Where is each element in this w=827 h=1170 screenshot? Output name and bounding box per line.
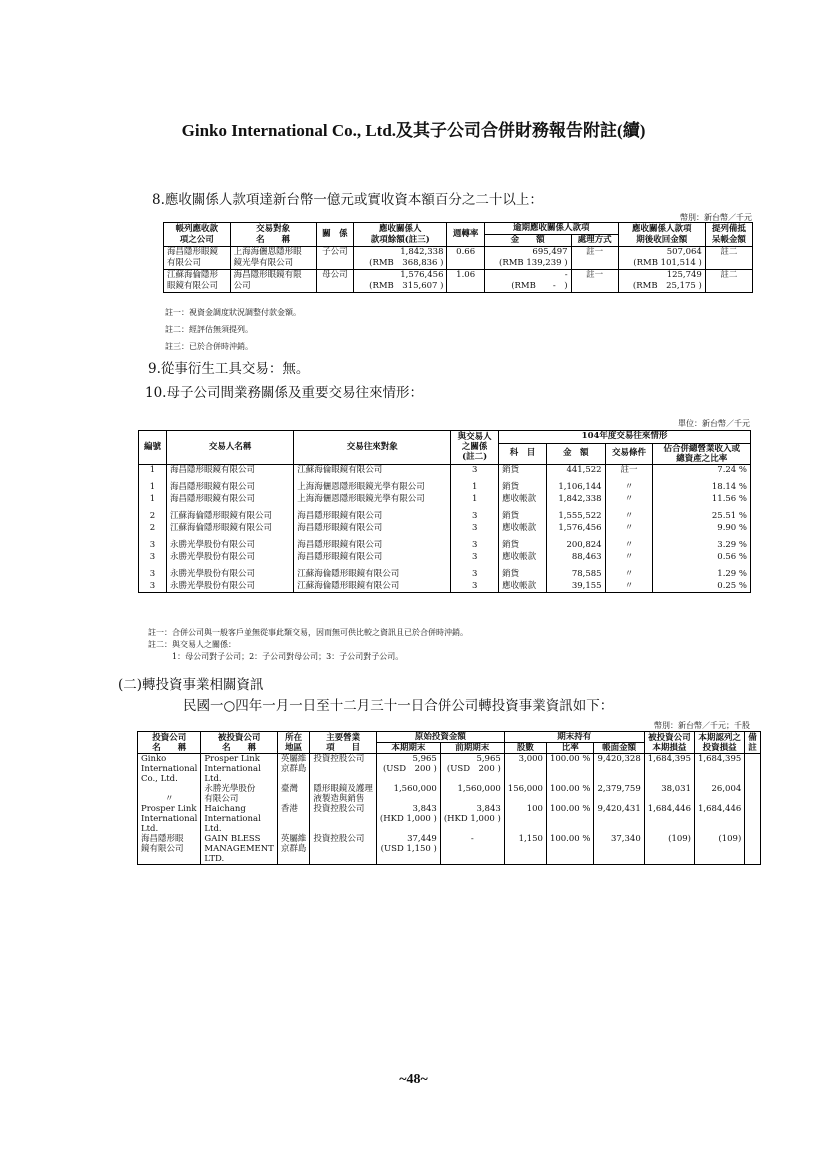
cell-business: 投資控股公司 [310, 834, 377, 865]
col-investor: 投資公司 名 稱 [138, 732, 201, 754]
table-row [138, 784, 761, 804]
cell-location: 英屬維 京群島 [277, 754, 310, 785]
table-row [139, 569, 751, 581]
cell-party: 上海海儷恩隱形眼鏡光學有限公司 [294, 482, 451, 494]
col-pct: 比率 [546, 743, 594, 754]
cell-book: 37,340 [594, 834, 644, 865]
cell-orig-cur: 5,965 (USD 200 ) [376, 754, 440, 785]
col-company: 帳列應收款 項之公司 [164, 223, 231, 247]
col-remark: 備註 [745, 732, 761, 754]
col-turnover: 週轉率 [447, 223, 484, 247]
cell-ratio: 0.56 % [653, 552, 751, 564]
section-10-heading: 10.母子公司間業務關係及重要交易往來情形： [145, 385, 423, 401]
cell-no: 2 [139, 523, 167, 535]
cell-item: 銷貨 [499, 511, 547, 523]
cell-orig-prev: - [440, 834, 504, 865]
cell-amount: 1,576,456 [546, 523, 605, 535]
cell-ratio: 25.51 % [653, 511, 751, 523]
cell-terms: 〃 [605, 581, 653, 593]
cell-no: 3 [139, 569, 167, 581]
col-end-group: 期末持有 [504, 732, 644, 743]
cell-party: 江蘇海倫眼鏡有限公司 [294, 464, 451, 476]
cell-pct: 100.00 % [546, 784, 594, 804]
cell-terms: 〃 [605, 552, 653, 564]
cell-allowance: 註二 [705, 270, 752, 293]
cell-terms: 〃 [605, 482, 653, 494]
cell-orig-prev: 1,560,000 [440, 784, 504, 804]
cell-terms: 〃 [605, 569, 653, 581]
cell-investee: GAIN BLESS MANAGEMENT LTD. [201, 834, 277, 865]
note-line: 1：母公司對子公司；2：子公司對母公司；3：子公司對子公司。 [172, 652, 404, 661]
cell-remark [745, 834, 761, 865]
cell-party: 江蘇海倫隱形眼鏡有限公司 [294, 581, 451, 593]
cell-amount: 200,824 [546, 540, 605, 552]
cell-relation: 母公司 [316, 270, 353, 293]
table-row [139, 540, 751, 552]
cell-pct: 100.00 % [546, 834, 594, 865]
col-allowance: 提列備抵 呆帳金額 [705, 223, 752, 247]
col-recognized: 本期認列之 投資損益 [695, 732, 745, 754]
cell-relation: 子公司 [316, 247, 353, 270]
col-business: 主要營業 項 目 [310, 732, 377, 754]
cell-remark [745, 754, 761, 785]
table-row [164, 270, 753, 293]
cell-party: 海昌隱形眼鏡有限公司 [294, 523, 451, 535]
cell-relation: 3 [451, 511, 499, 523]
cell-no: 1 [139, 494, 167, 506]
cell-balance: 1,842,338 (RMB 368,836 ) [354, 247, 447, 270]
cell-party: 江蘇海倫隱形眼鏡有限公司 [294, 569, 451, 581]
cell-shares: 100 [504, 804, 546, 834]
table-row [138, 834, 761, 865]
table-row [139, 464, 751, 476]
note-line: 註二：經評估無須提列。 [165, 325, 253, 334]
note-line: 註三：已於合併時沖銷。 [165, 342, 253, 351]
cell-item: 應收帳款 [499, 552, 547, 564]
cell-book: 9,420,431 [594, 804, 644, 834]
cell-amount: 88,463 [546, 552, 605, 564]
cell-terms: 〃 [605, 540, 653, 552]
col-party: 交易往來對象 [294, 431, 451, 465]
cell-overdue: 695,497 (RMB 139,239 ) [484, 247, 571, 270]
note-line: 註一：視資金調度狀況調整付款金額。 [165, 308, 301, 317]
cell-orig-cur: 3,843 (HKD 1,000 ) [376, 804, 440, 834]
cell-recognized: 1,684,395 [695, 754, 745, 785]
col-overdue-handling: 處理方式 [571, 235, 618, 247]
cell-investor: Ginko International Co., Ltd. [138, 754, 201, 785]
cell-no: 3 [139, 581, 167, 593]
cell-name: 江蘇海倫隱形眼鏡有限公司 [167, 523, 294, 535]
cell-ratio: 18.14 % [653, 482, 751, 494]
col-shares: 股數 [504, 743, 546, 754]
cell-no: 2 [139, 511, 167, 523]
col-pl: 被投資公司 本期損益 [644, 732, 694, 754]
cell-relation: 3 [451, 540, 499, 552]
receivables-table [163, 222, 753, 293]
cell-location: 香港 [277, 804, 310, 834]
col-relation: 與交易人 之關係 (註二) [451, 431, 499, 465]
cell-location: 臺灣 [277, 784, 310, 804]
cell-party: 海昌隱形眼鏡有限公司 [294, 552, 451, 564]
cell-collected: 507,064 (RMB 101,514 ) [618, 247, 705, 270]
cell-business: 投資控股公司 [310, 804, 377, 834]
cell-party: 上海海儷恩隱形眼 鏡光學有限公司 [230, 247, 316, 270]
cell-orig-prev: 3,843 (HKD 1,000 ) [440, 804, 504, 834]
cell-location: 英屬維 京群島 [277, 834, 310, 865]
cell-party: 海昌隱形眼鏡有限公司 [294, 511, 451, 523]
table-row [139, 552, 751, 564]
cell-item: 應收帳款 [499, 581, 547, 593]
cell-business: 投資控股公司 [310, 754, 377, 785]
note-line: 註二：與交易人之關係： [148, 640, 236, 649]
cell-investee: Haichang International Ltd. [201, 804, 277, 834]
col-relation: 關 係 [316, 223, 353, 247]
cell-relation: 1 [451, 494, 499, 506]
col-orig-prev: 前期期末 [440, 743, 504, 754]
cell-balance: 1,576,456 (RMB 315,607 ) [354, 270, 447, 293]
cell-party: 海昌隱形眼鏡有限公司 [294, 540, 451, 552]
cell-shares: 1,150 [504, 834, 546, 865]
cell-party: 海昌隱形眼鏡有限 公司 [230, 270, 316, 293]
col-investee: 被投資公司 名 稱 [201, 732, 277, 754]
cell-item: 應收帳款 [499, 494, 547, 506]
cell-investee: 永勝光學股份 有限公司 [201, 784, 277, 804]
cell-pl: 1,684,395 [644, 754, 694, 785]
cell-ratio: 11.56 % [653, 494, 751, 506]
cell-no: 1 [139, 464, 167, 476]
page-title: Ginko International Co., Ltd.及其子公司合併財務報告附註(續) [181, 121, 646, 140]
page-number: ~48~ [399, 1072, 428, 1087]
col-book: 帳面金額 [594, 743, 644, 754]
cell-relation: 3 [451, 464, 499, 476]
col-no: 編號 [139, 431, 167, 465]
cell-item: 銷貨 [499, 464, 547, 476]
col-overdue-amount: 金 額 [484, 235, 571, 247]
cell-item: 銷貨 [499, 482, 547, 494]
col-terms: 交易條件 [605, 443, 653, 464]
table-row [139, 581, 751, 593]
table-row [139, 523, 751, 535]
cell-ratio: 1.29 % [653, 569, 751, 581]
investment-unit: 幣別：新台幣／千元；千股 [654, 721, 750, 730]
col-item: 科 目 [499, 443, 547, 464]
cell-overdue: - (RMB - ) [484, 270, 571, 293]
cell-turnover: 0.66 [447, 247, 484, 270]
cell-ratio: 0.25 % [653, 581, 751, 593]
col-transaction-group: 104年度交易往來情形 [499, 431, 751, 444]
cell-terms: 註一 [605, 464, 653, 476]
cell-amount: 1,555,522 [546, 511, 605, 523]
cell-name: 永勝光學股份有限公司 [167, 569, 294, 581]
cell-no: 3 [139, 552, 167, 564]
cell-shares: 156,000 [504, 784, 546, 804]
col-collected: 應收關係人款項 期後收回金額 [618, 223, 705, 247]
cell-investee: Prosper Link International Ltd. [201, 754, 277, 785]
cell-name: 海昌隱形眼鏡有限公司 [167, 494, 294, 506]
section-10-unit: 單位：新台幣／千元 [678, 419, 750, 428]
table-row [164, 247, 753, 270]
cell-amount: 78,585 [546, 569, 605, 581]
cell-terms: 〃 [605, 494, 653, 506]
col-ratio: 佔合併總營業收入或 總資產之比率 [653, 443, 751, 464]
cell-company: 海昌隱形眼鏡 有限公司 [164, 247, 231, 270]
cell-relation: 3 [451, 581, 499, 593]
cell-pct: 100.00 % [546, 754, 594, 785]
section-8-unit: 幣別：新台幣／千元 [680, 213, 752, 222]
cell-amount: 1,842,338 [546, 494, 605, 506]
cell-name: 永勝光學股份有限公司 [167, 540, 294, 552]
investment-table [137, 731, 761, 865]
col-orig-group: 原始投資金額 [376, 732, 504, 743]
cell-amount: 441,522 [546, 464, 605, 476]
investment-heading: (二)轉投資事業相關資訊 [118, 677, 264, 693]
cell-orig-cur: 37,449 (USD 1,150 ) [376, 834, 440, 865]
cell-shares: 3,000 [504, 754, 546, 785]
col-overdue-group: 逾期應收關係人款項 [484, 223, 618, 235]
cell-terms: 〃 [605, 523, 653, 535]
table-row [138, 754, 761, 785]
cell-investor: 海昌隱形眼 鏡有限公司 [138, 834, 201, 865]
col-name: 交易人名稱 [167, 431, 294, 465]
cell-ratio: 9.90 % [653, 523, 751, 535]
cell-recognized: 1,684,446 [695, 804, 745, 834]
section-8-heading: 8.應收關係人款項達新台幣一億元或實收資本額百分之二十以上： [152, 192, 543, 208]
cell-party: 上海海儷恩隱形眼鏡光學有限公司 [294, 494, 451, 506]
cell-name: 海昌隱形眼鏡有限公司 [167, 464, 294, 476]
cell-name: 江蘇海倫隱形眼鏡有限公司 [167, 511, 294, 523]
cell-orig-prev: 5,965 (USD 200 ) [440, 754, 504, 785]
col-orig-cur: 本期期末 [376, 743, 440, 754]
cell-pl: 1,684,446 [644, 804, 694, 834]
cell-amount: 1,106,144 [546, 482, 605, 494]
section-9-heading: 9.從事衍生工具交易：無。 [148, 361, 310, 377]
col-location: 所在 地區 [277, 732, 310, 754]
cell-pl: (109) [644, 834, 694, 865]
col-balance: 應收關係人 款項餘額(註三) [354, 223, 447, 247]
table-row [138, 804, 761, 834]
col-party: 交易對象 名 稱 [230, 223, 316, 247]
cell-collected: 125,749 (RMB 25,175 ) [618, 270, 705, 293]
cell-name: 永勝光學股份有限公司 [167, 581, 294, 593]
table-row [139, 482, 751, 494]
cell-relation: 3 [451, 569, 499, 581]
cell-remark [745, 784, 761, 804]
table-row [139, 494, 751, 506]
cell-ratio: 7.24 % [653, 464, 751, 476]
table-row [139, 511, 751, 523]
cell-ratio: 3.29 % [653, 540, 751, 552]
cell-allowance: 註二 [705, 247, 752, 270]
cell-terms: 〃 [605, 511, 653, 523]
intercompany-table [138, 430, 751, 593]
cell-handling: 註一 [571, 270, 618, 293]
cell-item: 應收帳款 [499, 523, 547, 535]
cell-remark [745, 804, 761, 834]
investment-intro: 民國一○四年一月一日至十二月三十一日合併公司轉投資事業資訊如下： [183, 698, 614, 714]
cell-company: 江蘇海倫隱形 眼鏡有限公司 [164, 270, 231, 293]
cell-book: 9,420,328 [594, 754, 644, 785]
cell-recognized: (109) [695, 834, 745, 865]
col-amount: 金 額 [546, 443, 605, 464]
cell-pct: 100.00 % [546, 804, 594, 834]
cell-relation: 1 [451, 482, 499, 494]
cell-turnover: 1.06 [447, 270, 484, 293]
cell-book: 2,379,759 [594, 784, 644, 804]
cell-no: 3 [139, 540, 167, 552]
note-line: 註一：合併公司與一般客戶並無從事此類交易，因而無可供比較之資訊且已於合併時沖銷。 [148, 628, 468, 637]
cell-relation: 3 [451, 523, 499, 535]
cell-recognized: 26,004 [695, 784, 745, 804]
cell-pl: 38,031 [644, 784, 694, 804]
cell-orig-cur: 1,560,000 [376, 784, 440, 804]
cell-name: 永勝光學股份有限公司 [167, 552, 294, 564]
cell-handling: 註一 [571, 247, 618, 270]
cell-investor: Prosper Link International Ltd. [138, 804, 201, 834]
cell-item: 銷貨 [499, 569, 547, 581]
cell-no: 1 [139, 482, 167, 494]
cell-amount: 39,155 [546, 581, 605, 593]
cell-relation: 3 [451, 552, 499, 564]
cell-investor: 〃 [138, 784, 201, 804]
cell-name: 海昌隱形眼鏡有限公司 [167, 482, 294, 494]
cell-item: 銷貨 [499, 540, 547, 552]
cell-business: 隱形眼鏡及護理 液製造與銷售 [310, 784, 377, 804]
